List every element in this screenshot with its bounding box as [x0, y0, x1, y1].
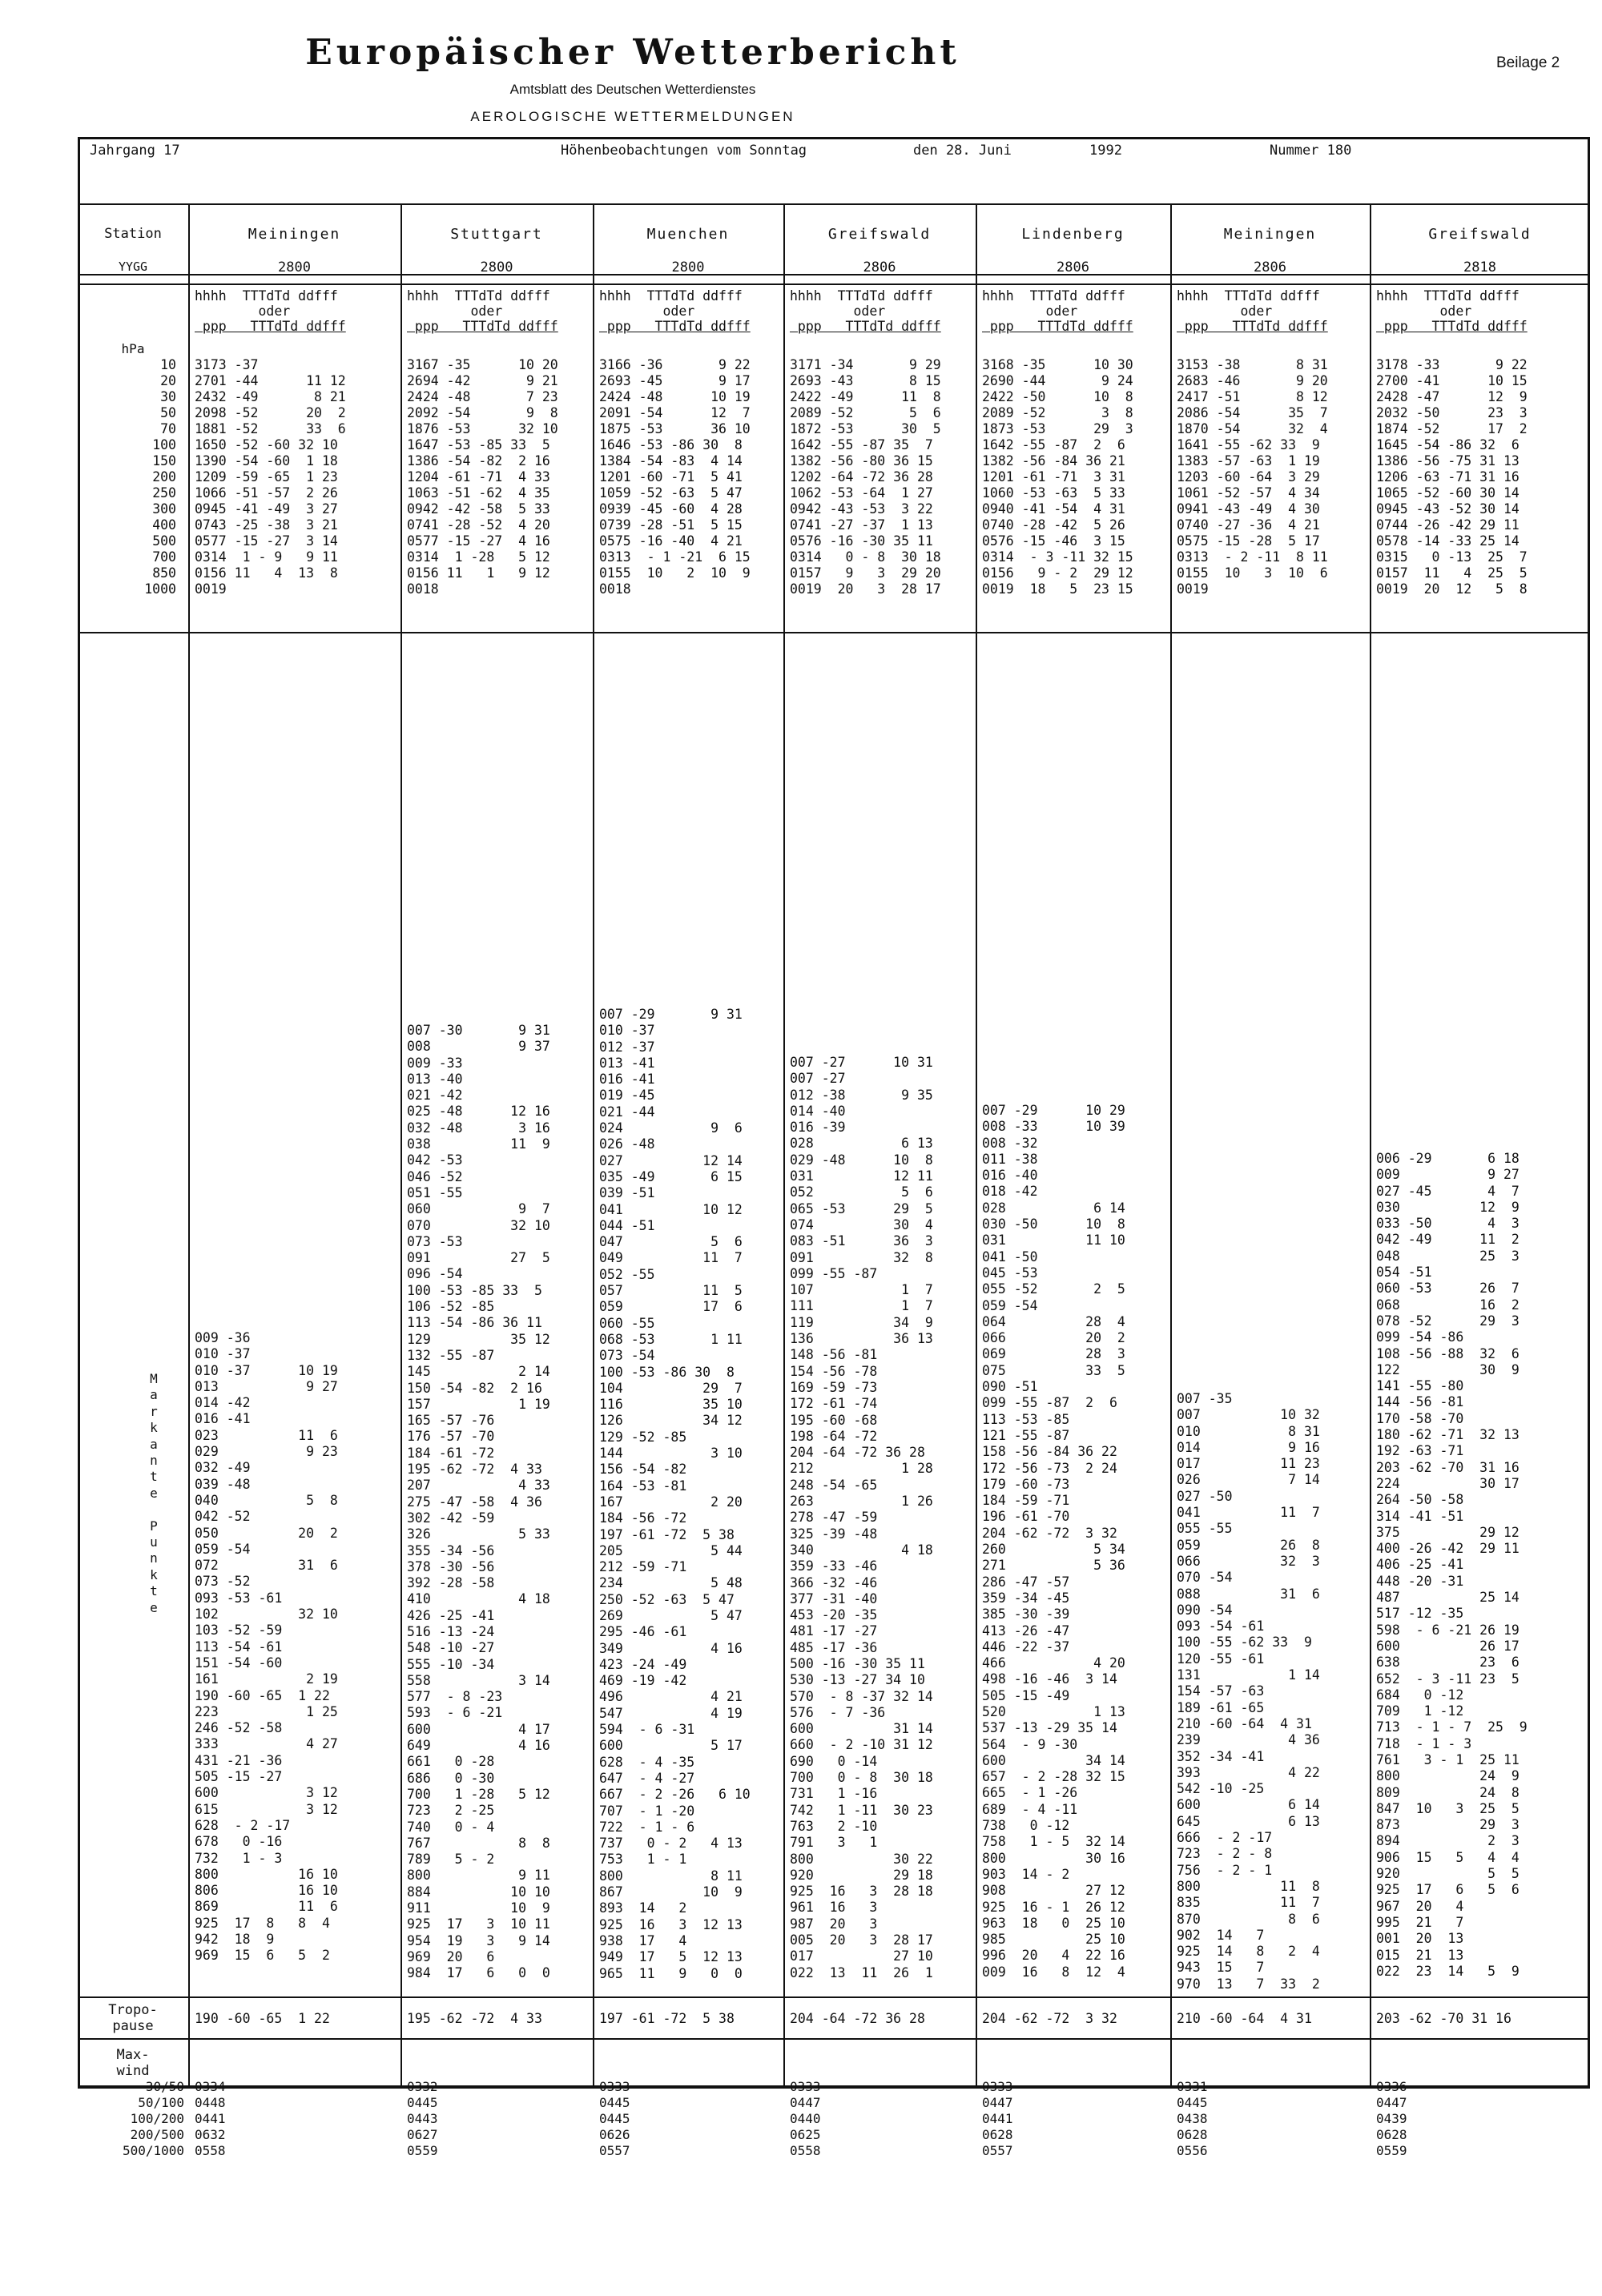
station-name: Muenchen	[646, 226, 730, 243]
col-rule-6	[1370, 203, 1371, 2087]
maxwind-values: 0333 0445 0445 0626 0557	[599, 2079, 630, 2158]
tropopause-value: 204 -64 -72 36 28	[790, 2011, 925, 2026]
station-yygg: 2800	[480, 259, 513, 275]
subtitle: Amtsblatt des Deutschen Wetterdienstes	[509, 82, 756, 97]
rule-maxwind	[78, 2087, 1590, 2089]
station-yygg: 2800	[278, 259, 311, 275]
col-rule-1	[400, 203, 402, 2087]
station-name: Meiningen	[248, 226, 341, 243]
rule-sig	[78, 1996, 1590, 1998]
column-header: hhhh TTTdTd ddfff oder ppp TTTdTd ddfff	[195, 288, 346, 334]
maxwind-values: 0336 0447 0439 0628 0559	[1376, 2079, 1407, 2158]
date: den 28. Juni	[913, 143, 1012, 159]
station-name: Lindenberg	[1021, 226, 1125, 243]
col-rule-0	[188, 203, 190, 2087]
station-yygg: 2800	[671, 259, 705, 275]
tropopause-value: 190 -60 -65 1 22	[195, 2011, 330, 2026]
page-title: Europäischer Wetterbericht	[305, 32, 960, 73]
station-name: Greifswald	[1428, 226, 1532, 243]
maxwind-values: 0333 0447 0440 0625 0558	[790, 2079, 821, 2158]
rule-tropo	[78, 2038, 1590, 2040]
significant-points: 007 -29 10 29 008 -33 10 39 008 -32 011 -38 016 -40 018 -42 028 6 14 030 -50 10 8 031 11 10 041 -50 045 -53 055 -52 2 5 059 -54 064 28 4 066 20 2 069 28 3 075 33 5 090 -51 099 -55 -87 2 6 113 -53 -85 121 -55 -87 158 -56 -84 36 22 172 -56 -73 2 24 179 -60 -73 184 -59 -71 196 -61 -70 204 -62 -72 3 32 260 5 34 271 5 36 286 -47 -57 359 -34 -45 385 -30 -39 413 -26 -47 446 -22 -37 466 4 20 498 -16 -46 3 14 505 -15 -49 520 1 13 537 -13 -29 35 14 564 - 9 -30 600 34 14 657 - 2 -28 32 15 665 - 1 -26 689 - 4 -11 738 0 -12 758 1 - 5 32 14 800 30 16 903 14 - 2 908 27 12 925 16 - 1 26 12 963 18 0 25 10 985 25 10 996 20 4 22 16 009 16 8 12 4	[982, 1103, 1125, 1980]
standard-levels: 3166 -36 9 22 2693 -45 9 17 2424 -48 10 19 2091 -54 12 7 1875 -53 36 10 1646 -53 -86 30 8 1384 -54 -83 4 14 1201 -60 -71 5 41 1059 -52 -63 5 47 0939 -45 -60 4 28 0739 -28 -51 5 15 0575 -16 -40 4 21 0313 - 1 -21 6 15 0155 10 2 10 9 0018	[599, 357, 751, 597]
column-header: hhhh TTTdTd ddfff oder ppp TTTdTd ddfff	[1376, 288, 1528, 334]
beilage-label: Beilage 2	[1496, 54, 1560, 71]
jahrgang: Jahrgang 17	[90, 143, 180, 159]
station-label: Station	[104, 226, 162, 242]
tropopause-value: 210 -60 -64 4 31	[1177, 2011, 1312, 2026]
col-rule-3	[783, 203, 785, 2087]
significant-points: 007 -29 9 31 010 -37 012 -37 013 -41 016 -41 019 -45 021 -44 024 9 6 026 -48 027 12 14 035 -49 6 15 039 -51 041 10 12 044 -51 047 5 6 049 11 7 052 -55 057 11 5 059 17 6 060 -55 068 -53 1 11 073 -54 100 -53 -86 30 8 104 29 7 116 35 10 126 34 12 129 -52 -85 144 3 10 156 -54 -82 164 -53 -81 167 2 20 184 -56 -72 197 -61 -72 5 38 205 5 44 212 -59 -71 234 5 48 250 -52 -63 5 47 269 5 47 295 -46 -61 349 4 16 423 -24 -49 469 -19 -42 496 4 21 547 4 19 594 - 6 -31 600 5 17 628 - 4 -35 647 - 4 -27 667 - 2 -26 6 10 707 - 1 -20 722 - 1 - 6 737 0 - 2 4 13 753 1 - 1 800 8 11 867 10 9 893 14 2 925 16 3 12 13 938 17 4 949 17 5 12 13 965 11 9 0 0	[599, 1007, 751, 1981]
significant-points: 009 -36 010 -37 010 -37 10 19 013 9 27 014 -42 016 -41 023 11 6 029 9 23 032 -49 039 -48 040 5 8 042 -52 050 20 2 059 -54 072 31 6 073 -52 093 -53 -61 102 32 10 103 -52 -59 113 -54 -61 151 -54 -60 161 2 19 190 -60 -65 1 22 223 1 25 246 -52 -58 333 4 27 431 -21 -36 505 -15 -27 600 3 12 615 3 12 628 - 2 -17 678 0 -16 732 1 - 3 800 16 10 806 16 10 869 11 6 925 17 8 8 4 942 18 9 969 15 6 5 2	[195, 1330, 338, 1964]
rule-station-2	[78, 283, 1590, 285]
col-rule-4	[976, 203, 977, 2087]
significant-points: 006 -29 6 18 009 9 27 027 -45 4 7 030 12 9 033 -50 4 3 042 -49 11 2 048 25 3 054 -51 060 -53 26 7 068 16 2 078 -52 29 3 099 -54 -86 108 -56 -88 32 6 122 30 9 141 -55 -80 144 -56 -81 170 -58 -70 180 -62 -71 32 13 192 -63 -71 203 -62 -70 31 16 224 30 17 264 -50 -58 314 -41 -51 375 29 12 400 -26 -42 29 11 406 -25 -41 448 -20 -31 487 25 14 517 -12 -35 598 - 6 -21 26 19 600 26 17 638 23 6 652 - 3 -11 23 5 684 0 -12 709 1 -12 713 - 1 - 7 25 9 718 - 1 - 3 761 3 - 1 25 11 800 24 9 809 24 8 847 10 3 25 5 873 29 3 894 2 3 906 15 5 4 4 920 5 5 925 17 6 5 6 967 20 4 995 21 7 001 20 13 015 21 13 022 23 14 5 9	[1376, 1151, 1528, 1979]
column-header: hhhh TTTdTd ddfff oder ppp TTTdTd ddfff	[790, 288, 941, 334]
rule-standard	[78, 632, 1590, 633]
standard-levels: 3168 -35 10 30 2690 -44 9 24 2422 -50 10 8 2089 -52 3 8 1873 -53 29 3 1642 -55 -87 2 6 1382 -56 -84 36 21 1201 -61 -71 3 31 1060 -53 -63 5 33 0940 -41 -54 4 31 0740 -28 -42 5 26 0576 -15 -46 3 15 0314 - 3 -11 32 15 0156 9 - 2 29 12 0019 18 5 23 15	[982, 357, 1133, 597]
pressure-levels: 10 20 30 50 70 100 150 200 250 300 400 500 700 850 1000	[144, 357, 176, 597]
standard-levels: 3153 -38 8 31 2683 -46 9 20 2417 -51 8 12 2086 -54 35 7 1870 -54 32 4 1641 -55 -62 33 9 1383 -57 -63 1 19 1203 -60 -64 3 29 1061 -52 -57 4 34 0941 -43 -49 4 30 0740 -27 -36 4 21 0575 -15 -28 5 17 0313 - 2 -11 8 11 0155 10 3 10 6 0019	[1177, 357, 1328, 597]
tropopause-value: 197 -61 -72 5 38	[599, 2011, 735, 2026]
maxwind-values: 0334 0448 0441 0632 0558	[195, 2079, 226, 2158]
standard-levels: 3173 -37 2701 -44 11 12 2432 -49 8 21 2098 -52 20 2 1881 -52 33 6 1650 -52 -60 32 10 1390 -54 -60 1 18 1209 -59 -65 1 23 1066 -51 -57 2 26 0945 -41 -49 3 27 0743 -25 -38 3 21 0577 -15 -27 3 14 0314 1 - 9 9 11 0156 11 4 13 8 0019	[195, 357, 346, 597]
standard-levels: 3178 -33 9 22 2700 -41 10 15 2428 -47 12 9 2032 -50 23 3 1874 -52 17 2 1645 -54 -86 32 6 1386 -56 -75 31 13 1206 -63 -71 31 16 1065 -52 -60 30 14 0945 -43 -52 30 14 0744 -26 -42 29 11 0578 -14 -33 25 14 0315 0 -13 25 7 0157 11 4 25 5 0019 20 12 5 8	[1376, 357, 1528, 597]
column-header: hhhh TTTdTd ddfff oder ppp TTTdTd ddfff	[1177, 288, 1328, 334]
maxwind-values: 0331 0445 0438 0628 0556	[1177, 2079, 1208, 2158]
maxwind-levels: 30/50 50/100 100/200 200/500 500/1000	[122, 2079, 184, 2158]
markante-punkte-label: M a r k a n t e P u n k t e	[150, 1371, 158, 1615]
standard-levels: 3171 -34 9 29 2693 -43 8 15 2422 -49 11 8 2089 -52 5 6 1872 -53 30 5 1642 -55 -87 35 7 1382 -56 -80 36 15 1202 -64 -72 36 28 1062 -53 -64 1 27 0942 -43 -53 3 22 0741 -27 -37 1 13 0576 -16 -30 35 11 0314 0 - 8 30 18 0157 9 3 29 20 0019 20 3 28 17	[790, 357, 941, 597]
column-header: hhhh TTTdTd ddfff oder ppp TTTdTd ddfff	[407, 288, 558, 334]
rule-issue	[78, 203, 1590, 205]
station-yygg: 2818	[1463, 259, 1496, 275]
maxwind-label: Max- wind	[116, 2047, 150, 2079]
significant-points: 007 -27 10 31 007 -27 012 -38 9 35 014 -40 016 -39 028 6 13 029 -48 10 8 031 12 11 052 5 6 065 -53 29 5 074 30 4 083 -51 36 3 091 32 8 099 -55 -87 107 1 7 111 1 7 119 34 9 136 36 13 148 -56 -81 154 -56 -78 169 -59 -73 172 -61 -74 195 -60 -68 198 -64 -72 204 -64 -72 36 28 212 1 28 248 -54 -65 263 1 26 278 -47 -59 325 -39 -48 340 4 18 359 -33 -46 366 -32 -46 377 -31 -40 453 -20 -35 481 -17 -27 485 -17 -36 500 -16 -30 35 11 530 -13 -27 34 10 570 - 8 -37 32 14 576 - 7 -36 600 31 14 660 - 2 -10 31 12 690 0 -14 700 0 - 8 30 18 731 1 -16 742 1 -11 30 23 763 2 -10 791 3 1 800 30 22 920 29 18 925 16 3 28 18 961 16 3 987 20 3 005 20 3 28 17 017 27 10 022 13 11 26 1	[790, 1055, 933, 1980]
significant-points: 007 -35 007 10 32 010 8 31 014 9 16 017 11 23 026 7 14 027 -50 041 11 7 055 -55 059 26 8 066 32 3 070 -54 088 31 6 090 -54 093 -54 -61 100 -55 -62 33 9 120 -55 -61 131 1 14 154 -57 -63 189 -61 -65 210 -60 -64 4 31 239 4 36 352 -34 -41 393 4 22 542 -10 -25 600 6 14 645 6 13 666 - 2 -17 723 - 2 - 8 756 - 2 - 1 800 11 8 835 11 7 870 8 6 902 14 7 925 14 8 2 4 943 15 7 970 13 7 33 2	[1177, 1391, 1320, 1992]
standard-levels: 3167 -35 10 20 2694 -42 9 21 2424 -48 7 23 2092 -54 9 8 1876 -53 32 10 1647 -53 -85 33 5 1386 -54 -82 2 16 1204 -61 -71 4 33 1063 -51 -62 4 35 0942 -42 -58 5 33 0741 -28 -52 4 20 0577 -15 -27 4 16 0314 1 -28 5 12 0156 11 1 9 12 0018	[407, 357, 558, 597]
hpa-label: hPa	[121, 341, 145, 356]
station-yygg: 2806	[1057, 259, 1089, 275]
issue-number: Nummer 180	[1270, 143, 1352, 159]
station-yygg: 2806	[863, 259, 896, 275]
tropopause-value: 204 -62 -72 3 32	[982, 2011, 1117, 2026]
col-rule-2	[593, 203, 594, 2087]
yygg-label: YYGG	[118, 259, 148, 274]
section-title: AEROLOGISCHE WETTERMELDUNGEN	[470, 109, 795, 124]
col-rule-5	[1170, 203, 1172, 2087]
column-header: hhhh TTTdTd ddfff oder ppp TTTdTd ddfff	[982, 288, 1133, 334]
station-yygg: 2806	[1254, 259, 1286, 275]
year: 1992	[1089, 143, 1122, 159]
significant-points: 007 -30 9 31 008 9 37 009 -33 013 -40 021 -42 025 -48 12 16 032 -48 3 16 038 11 9 042 -53 046 -52 051 -55 060 9 7 070 32 10 073 -53 091 27 5 096 -54 100 -53 -85 33 5 106 -52 -85 113 -54 -86 36 11 129 35 12 132 -55 -87 145 2 14 150 -54 -82 2 16 157 1 19 165 -57 -76 176 -57 -70 184 -61 -72 195 -62 -72 4 33 207 4 33 275 -47 -58 4 36 302 -42 -59 326 5 33 355 -34 -56 378 -30 -56 392 -28 -58 410 4 18 426 -25 -41 516 -13 -24 548 -10 -27 555 -10 -34 558 3 14 577 - 8 -23 593 - 6 -21 600 4 17 649 4 16 661 0 -28 686 0 -30 700 1 -28 5 12 723 2 -25 740 0 - 4 767 8 8 789 5 - 2 800 9 11 884 10 10 911 10 9 925 17 3 10 11 954 19 3 9 14 969 20 6 984 17 6 0 0	[407, 1023, 550, 1981]
tropopause-label: Tropo- pause	[108, 2002, 158, 2034]
maxwind-values: 0333 0447 0441 0628 0557	[982, 2079, 1013, 2158]
station-name: Stuttgart	[450, 226, 543, 243]
observation-label: Höhenbeobachtungen vom Sonntag	[561, 143, 807, 159]
tropopause-value: 203 -62 -70 31 16	[1376, 2011, 1511, 2026]
station-name: Greifswald	[827, 226, 932, 243]
tropopause-value: 195 -62 -72 4 33	[407, 2011, 542, 2026]
maxwind-values: 0332 0445 0443 0627 0559	[407, 2079, 438, 2158]
column-header: hhhh TTTdTd ddfff oder ppp TTTdTd ddfff	[599, 288, 751, 334]
station-name: Meiningen	[1223, 226, 1317, 243]
